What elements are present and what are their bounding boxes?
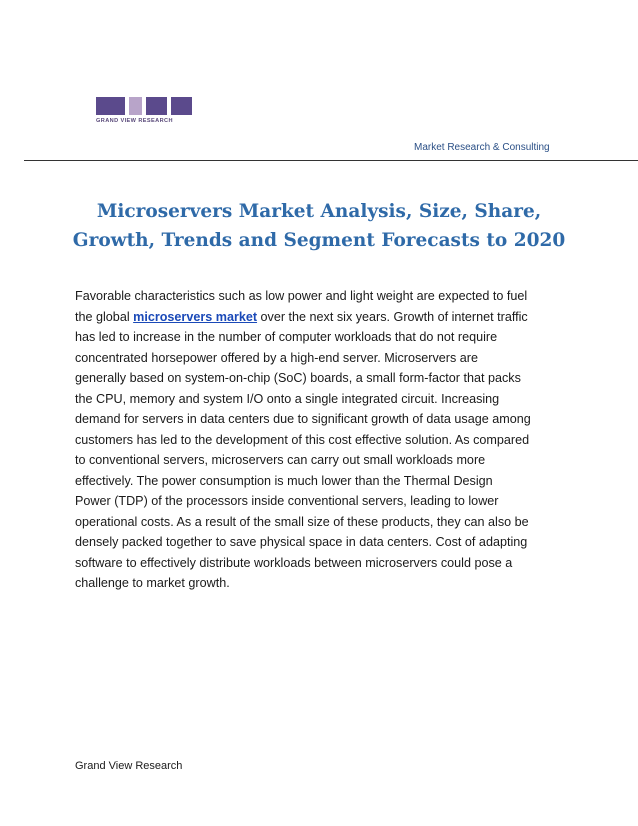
body-line: Power (TDP) of the processors inside conventional servers, leading to lower <box>75 494 499 508</box>
body-text-segment: the global <box>75 309 134 324</box>
document-body <box>75 286 575 594</box>
body-line: operational costs. As a result of the small size of these products, they can also be <box>75 514 529 529</box>
header-tagline: Market Research & Consulting <box>414 142 550 153</box>
body-line: has led to increase in the number of computer workloads that do not require <box>75 330 498 344</box>
body-line: customers has led to the development of this cost effective solution. As compared <box>75 432 530 447</box>
logo-block-3 <box>146 97 167 115</box>
page-footer: Grand View Research <box>75 760 183 772</box>
logo-block-1 <box>96 97 125 115</box>
body-line: generally based on system-on-chip (SoC) boards, a small form-factor that packs <box>75 371 521 385</box>
body-text-segment: over the next six years. Growth of internet traffic <box>257 309 528 324</box>
logo-block-2 <box>129 97 142 115</box>
company-logo <box>96 97 192 124</box>
microservers-market-link[interactable]: microservers market <box>133 309 258 324</box>
body-line: effectively. The power consumption is much lower than the Thermal Design <box>75 473 493 488</box>
header-divider <box>24 160 638 161</box>
body-line: concentrated horsepower offered by a high-end server. Microservers are <box>75 350 478 365</box>
logo-mark <box>96 97 192 115</box>
body-line: the CPU, memory and system I/O onto a single integrated circuit. Increasing <box>75 391 500 406</box>
document-title: Microservers Market Analysis, Size, Share, Growth, Trends and Segment Forecasts to 2020 <box>72 201 566 251</box>
body-line: demand for servers in data centers due to significant growth of data usage among <box>75 412 531 426</box>
body-line: to conventional servers, microservers can carry out small workloads more <box>75 453 486 467</box>
logo-block-4 <box>171 97 192 115</box>
body-line-with-link <box>75 307 575 328</box>
body-line: software to effectively distribute workloads between microservers could pose a <box>75 555 513 570</box>
body-line: Favorable characteristics such as low power and light weight are expected to fuel <box>75 289 528 303</box>
body-line: densely packed together to save physical space in data centers. Cost of adapting <box>75 535 528 549</box>
body-line: challenge to market growth. <box>75 576 230 590</box>
logo-text: GRAND VIEW RESEARCH <box>96 118 173 124</box>
